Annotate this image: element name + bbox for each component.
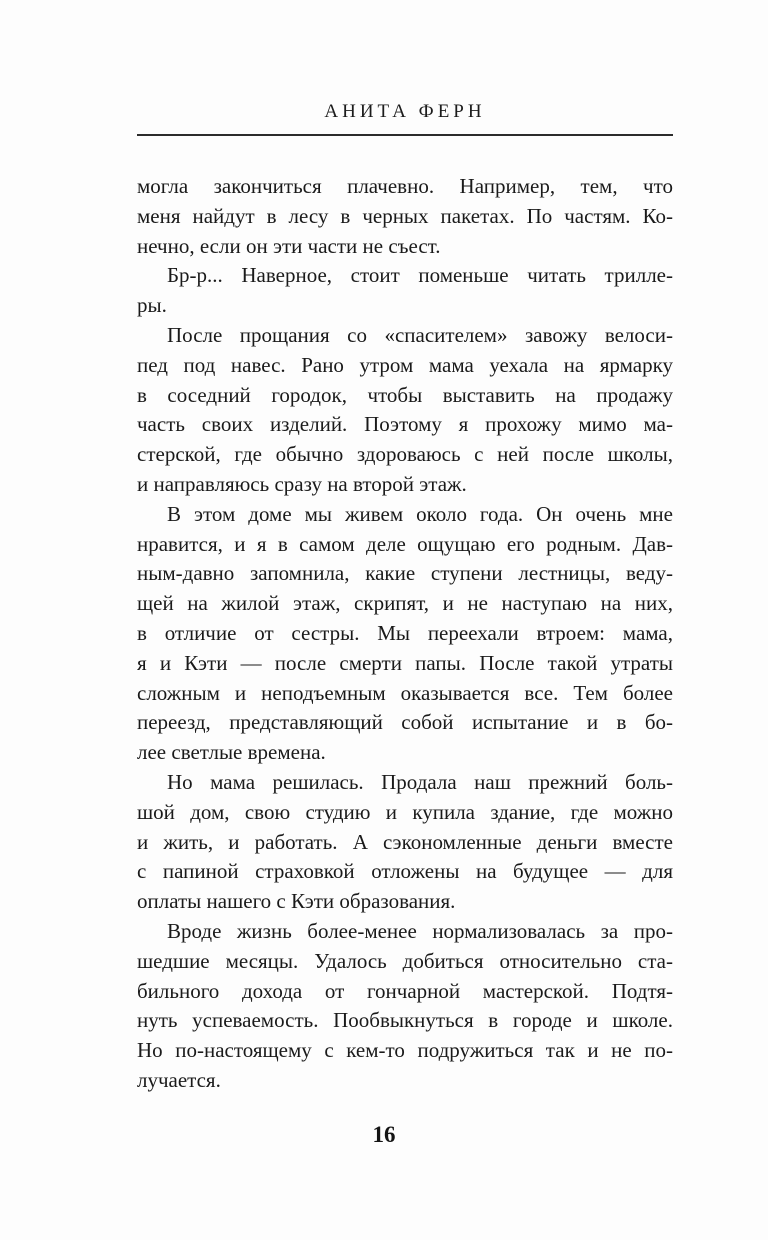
paragraph [137, 172, 673, 261]
page-content [137, 101, 673, 1096]
text-line: В этом доме мы живем около года. Он очень мне [167, 501, 673, 526]
text-line: лучается. [137, 1067, 221, 1092]
text-line: После прощания со «спасителем» завожу велоси- [167, 322, 673, 347]
text-line: пед под навес. Рано утром мама уехала на ярмарку [137, 352, 673, 377]
text-line: нуть успеваемость. Пообвыкнуться в городе и школе. [137, 1008, 673, 1033]
paragraph [137, 917, 673, 1096]
text-line: оплаты нашего с Кэти образования. [137, 889, 456, 914]
text-line: в соседний городок, чтобы выставить на продажу [137, 382, 673, 407]
text-line: могла закончиться плачевно. Например, тем, что [137, 174, 673, 198]
text-line: Бр-р... Наверное, стоит поменьше читать трилле- [167, 263, 673, 288]
text-line: Но мама решилась. Продала наш прежний боль- [167, 769, 673, 794]
text-line: часть своих изделий. Поэтому я прохожу мимо ма- [137, 412, 673, 437]
text-block [137, 172, 673, 1096]
text-line: шедшие месяцы. Удалось добиться относительно ста- [137, 948, 673, 973]
text-line: я и Кэти — после смерти папы. После такой утраты [137, 650, 673, 675]
text-line: Но по-настоящему с кем-то подружиться так и не по- [137, 1038, 673, 1063]
text-line: нечно, если он эти части не съест. [137, 233, 441, 258]
text-line: переезд, представляющий собой испытание и в бо- [137, 710, 673, 735]
text-line: щей на жилой этаж, скрипят, и не наступаю на них, [137, 591, 673, 616]
header-rule [137, 134, 673, 136]
paragraph [137, 768, 673, 917]
text-line: и жить, и работать. А сэкономленные деньги вместе [137, 829, 673, 854]
text-line: лее светлые времена. [137, 740, 326, 765]
text-line: с папиной страховкой отложены на будущее — для [137, 859, 673, 884]
text-line: Вроде жизнь более-менее нормализовалась за про- [167, 918, 673, 943]
page-number: 16 [372, 1122, 396, 1147]
text-line: бильного дохода от гончарной мастерской. Подтя- [137, 978, 673, 1003]
text-line: сложным и неподъемным оказывается все. Тем более [137, 680, 673, 705]
paragraph [137, 500, 673, 768]
text-line: и направляюсь сразу на второй этаж. [137, 471, 467, 496]
text-line: нравится, и я в самом деле ощущаю его родным. Дав- [137, 531, 673, 556]
text-line: в отличие от сестры. Мы переехали втроем: мама, [137, 620, 673, 645]
text-line: ным-давно запомнила, какие ступени лестницы, веду- [137, 561, 673, 586]
text-line: шой дом, свою студию и купила здание, где можно [137, 799, 673, 824]
text-line: ры. [137, 293, 167, 318]
text-line: меня найдут в лесу в черных пакетах. По частям. Ко- [137, 203, 673, 228]
paragraph [137, 321, 673, 500]
text-line: стерской, где обычно здороваюсь с ней после школы, [137, 442, 673, 467]
paragraph [137, 261, 673, 321]
running-head-author: АНИТА ФЕРН [324, 101, 486, 122]
